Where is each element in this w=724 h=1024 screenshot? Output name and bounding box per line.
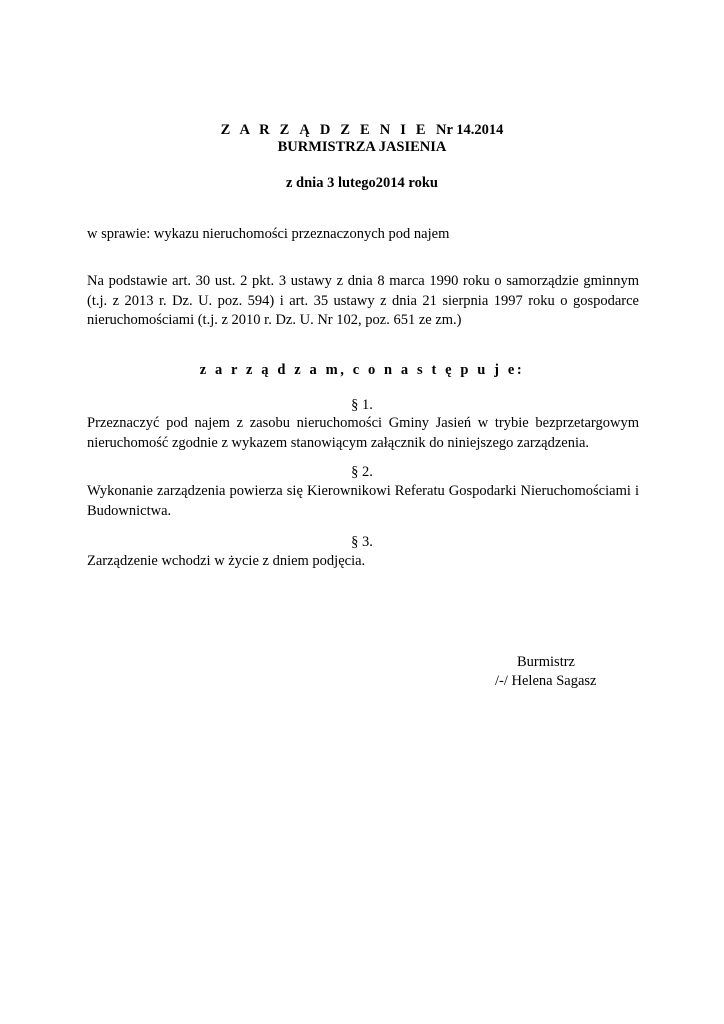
document-title-word: Z A R Z Ą D Z E N I E: [220, 122, 429, 138]
signature-title: Burmistrz: [517, 654, 575, 670]
document-date: z dnia 3 lutego2014 roku: [285, 175, 438, 191]
section-3-heading: § 3.: [351, 534, 373, 550]
document-title: [0, 122, 724, 139]
section-2-text: Wykonanie zarządzenia powierza się Kierownikowi Referatu Gospodarki Nieruchomościami i Budownictwa.: [87, 483, 639, 519]
document-number: Nr 14.2014: [436, 122, 504, 138]
signature-name: /-/ Helena Sagasz: [495, 673, 597, 689]
section-3-text: Zarządzenie wchodzi w życie z dniem podjęcia.: [87, 553, 366, 569]
section-2-heading: § 2.: [351, 464, 373, 480]
section-1-text: Przeznaczyć pod najem z zasobu nieruchomości Gminy Jasień w trybie bezprzetargowym nieruchomość zgodnie z wykazem stanowiącym załącznik do niniejszego zarządzenia.: [87, 415, 639, 451]
decree-formula: z a r z ą d z a m, c o n a s t ę p u j e:: [199, 362, 525, 378]
section-1-heading: § 1.: [351, 397, 373, 413]
document-subject: w sprawie: wykazu nieruchomości przeznaczonych pod najem: [87, 226, 450, 242]
legal-basis-paragraph: Na podstawie art. 30 ust. 2 pkt. 3 ustawy z dnia 8 marca 1990 roku o samorządzie gminnym (t.j. z 2013 r. Dz. U. poz. 594) i art. 35 ustawy z dnia 21 sierpnia 1997 roku o gospodarce nieruchomościami (t.j. z 2010 r. Dz. U. Nr 102, poz. 651 ze zm.): [87, 273, 639, 328]
document-issuer: BURMISTRZA JASIENIA: [277, 139, 447, 155]
